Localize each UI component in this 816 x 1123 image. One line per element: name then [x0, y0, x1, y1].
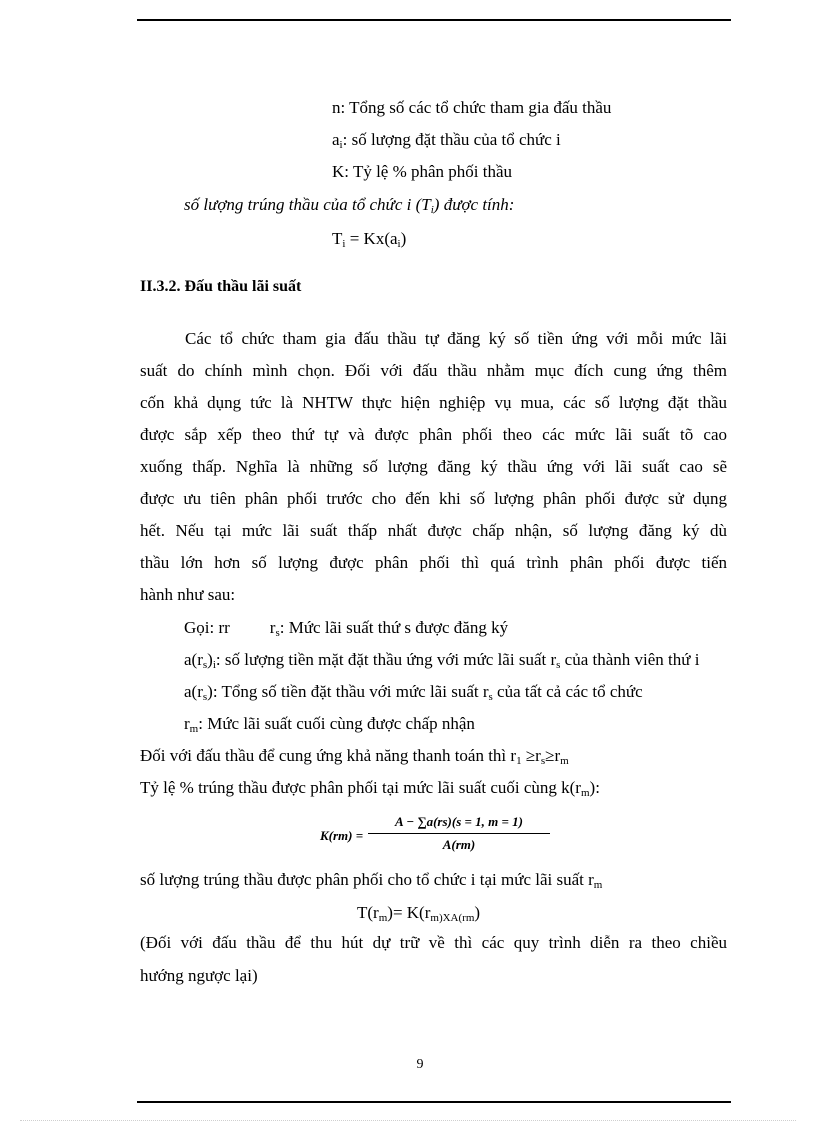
formula-lhs: K(rm) =: [320, 828, 364, 843]
t-rm-formula: $T(r_m)= K(r_{m)XA(rm})$: [357, 903, 481, 924]
def-k: K: Tỷ lệ % phân phối thầu: [332, 162, 513, 181]
reserve-line: (Đối với đấu thầu để thu hút dự trữ về thì các quy trình diễn ra theo chiều: [140, 933, 727, 952]
paragraph-line: hết. Nếu tại mức lãi suất thấp nhất được chấp nhận, số lượng đăng ký dù: [140, 521, 727, 540]
paragraph-line: được sắp xếp theo thứ tự và được phân phối theo các mức lãi suất tõ cao: [140, 425, 727, 444]
goi-line: Gọi: rr $r_s$: Mức lãi suất thứ s được đăng ký: [184, 618, 509, 639]
k-rm-formula: [320, 812, 550, 858]
top-rule: [137, 19, 731, 21]
ars-line: $a(r_s)$: Tổng số tiền đặt thầu với mức lãi suất $r_s$ của tất cả các tổ chức: [184, 682, 643, 703]
supply-condition: Đối với đấu thầu để cung ứng khả năng thanh toán thì $r_1 \ge r_s\ge r_m$: [140, 746, 569, 767]
def-n: n: Tổng số các tổ chức tham gia đấu thầu: [332, 98, 612, 117]
paragraph-line: được ưu tiên phân phối trước cho đến khi số lượng phân phối được sử dụng: [140, 489, 727, 508]
paragraph-line: xuống thấp. Nghĩa là những số lượng đăng ký thầu ứng với lãi suất cao sẽ: [140, 457, 727, 476]
winning-line: số lượng trúng thầu được phân phối cho tổ chức i tại mức lãi suất $r_m$: [140, 870, 603, 891]
reserve-last-line: hướng ngược lại): [140, 966, 258, 985]
fraction-bar: [368, 833, 550, 834]
def-a: $a_i$: số lượng đặt thầu của tổ chức i: [332, 130, 561, 151]
bottom-rule: [137, 1101, 731, 1103]
winning-quantity-intro: số lượng trúng thầu của tổ chức i $(T_i)$ được tính:: [184, 195, 515, 216]
formula-denominator: A(rm): [442, 837, 476, 852]
formula-numerator: A − ∑a(rs)(s = 1, m = 1): [394, 814, 524, 829]
paragraph-last-line: hành như sau:: [140, 585, 236, 604]
paragraph-line: suất do chính mình chọn. Đối với đấu thầu nhằm mục đích cung ứng thêm: [140, 361, 727, 380]
page-number: 9: [416, 1057, 424, 1072]
ars-i-line: $a(r_s)_i$: số lượng tiền mặt đặt thầu ứng với mức lãi suất $r_s$ của thành viên thứ i: [184, 650, 700, 671]
page-edge: [20, 1120, 796, 1121]
ratio-line: Tỷ lệ % trúng thầu được phân phối tại mức lãi suất cuối cùng $k(r_m)$:: [140, 778, 600, 799]
rm-line: $r_m$: Mức lãi suất cuối cùng được chấp nhận: [184, 714, 475, 735]
paragraph-line: thầu lớn hơn số lượng được phân phối thì quá trình phân phối được tiến: [140, 553, 727, 572]
section-heading: II.3.2. Đấu thầu lãi suất: [140, 278, 302, 295]
paragraph-line: Các tổ chức tham gia đấu thầu tự đăng ký số tiền ứng với mỗi mức lãi: [185, 329, 727, 348]
ti-formula: $T_i = Kx(a_i)$: [332, 229, 407, 250]
paragraph-line: cốn khả dụng tức là NHTW thực hiện nghiệp vụ mua, các số lượng đặt thầu: [140, 393, 727, 412]
